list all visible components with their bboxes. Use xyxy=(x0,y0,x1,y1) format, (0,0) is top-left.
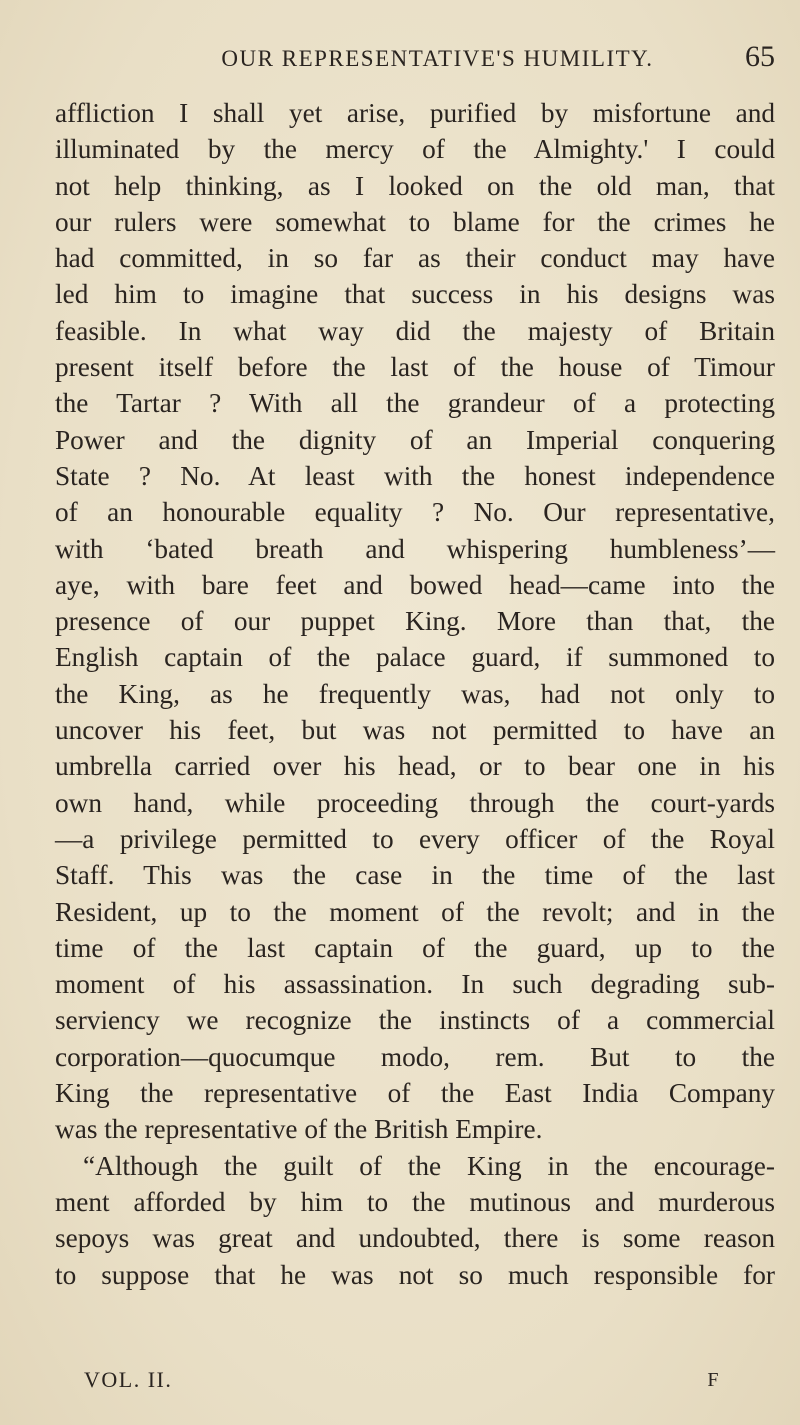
text-line: of an honourable equality ? No. Our representative, xyxy=(55,497,775,528)
text-line: “Although the guilt of the King in the encourage- xyxy=(83,1150,775,1181)
running-head xyxy=(60,40,775,86)
text-line: ment afforded by him to the mutinous and murderous xyxy=(55,1186,775,1217)
text-line: Power and the dignity of an Imperial conquering xyxy=(55,424,775,455)
text-line: own hand, while proceeding through the court-yards xyxy=(55,787,775,818)
text-line: presence of our puppet King. More than that, the xyxy=(55,606,775,637)
text-line: the Tartar ? With all the grandeur of a protecting xyxy=(55,388,775,419)
text-line: umbrella carried over his head, or to bear one in his xyxy=(55,751,775,782)
signature-mark: F xyxy=(707,1369,720,1391)
text-line: to suppose that he was not so much responsible for xyxy=(55,1259,775,1290)
text-line: English captain of the palace guard, if summoned to xyxy=(55,642,775,673)
text-line: present itself before the last of the house of Timour xyxy=(55,352,775,383)
running-title: OUR REPRESENTATIVE'S HUMILITY. xyxy=(221,46,654,71)
text-line: sepoys was great and undoubted, there is some reason xyxy=(55,1223,775,1254)
body-text xyxy=(55,95,775,1293)
text-line: corporation—quocumque modo, rem. But to the xyxy=(55,1041,775,1072)
text-line: the King, as he frequently was, had not only to xyxy=(55,678,775,709)
text-line: illuminated by the mercy of the Almighty.' I could xyxy=(55,134,775,165)
text-line: led him to imagine that success in his designs was xyxy=(55,279,775,310)
text-line: with ‘bated breath and whispering humbleness’— xyxy=(55,533,775,564)
text-line: not help thinking, as I looked on the old man, that xyxy=(55,170,775,201)
text-line: feasible. In what way did the majesty of Britain xyxy=(55,315,775,346)
text-line: King the representative of the East India Company xyxy=(55,1078,775,1109)
text-line: —a privilege permitted to every officer of the Royal xyxy=(55,823,775,854)
page-number: 65 xyxy=(745,40,775,73)
text-line: our rulers were somewhat to blame for the crimes he xyxy=(55,206,775,237)
text-line: uncover his feet, but was not permitted to have an xyxy=(55,715,775,746)
text-line: State ? No. At least with the honest independence xyxy=(55,460,775,491)
text-line: was the representative of the British Empire. xyxy=(55,1114,543,1145)
text-line: Staff. This was the case in the time of the last xyxy=(55,860,775,891)
page-footer xyxy=(84,1367,720,1397)
text-line: moment of his assassination. In such degrading sub- xyxy=(55,969,775,1000)
text-line: Resident, up to the moment of the revolt; and in the xyxy=(55,896,775,927)
text-line: affliction I shall yet arise, purified by misfortune and xyxy=(55,98,775,128)
text-line: time of the last captain of the guard, up to the xyxy=(55,932,775,963)
volume-label: VOL. II. xyxy=(84,1367,173,1392)
text-line: had committed, in so far as their conduct may have xyxy=(55,243,775,274)
text-line: aye, with bare feet and bowed head—came into the xyxy=(55,569,775,600)
text-line: serviency we recognize the instincts of a commercial xyxy=(55,1005,775,1036)
